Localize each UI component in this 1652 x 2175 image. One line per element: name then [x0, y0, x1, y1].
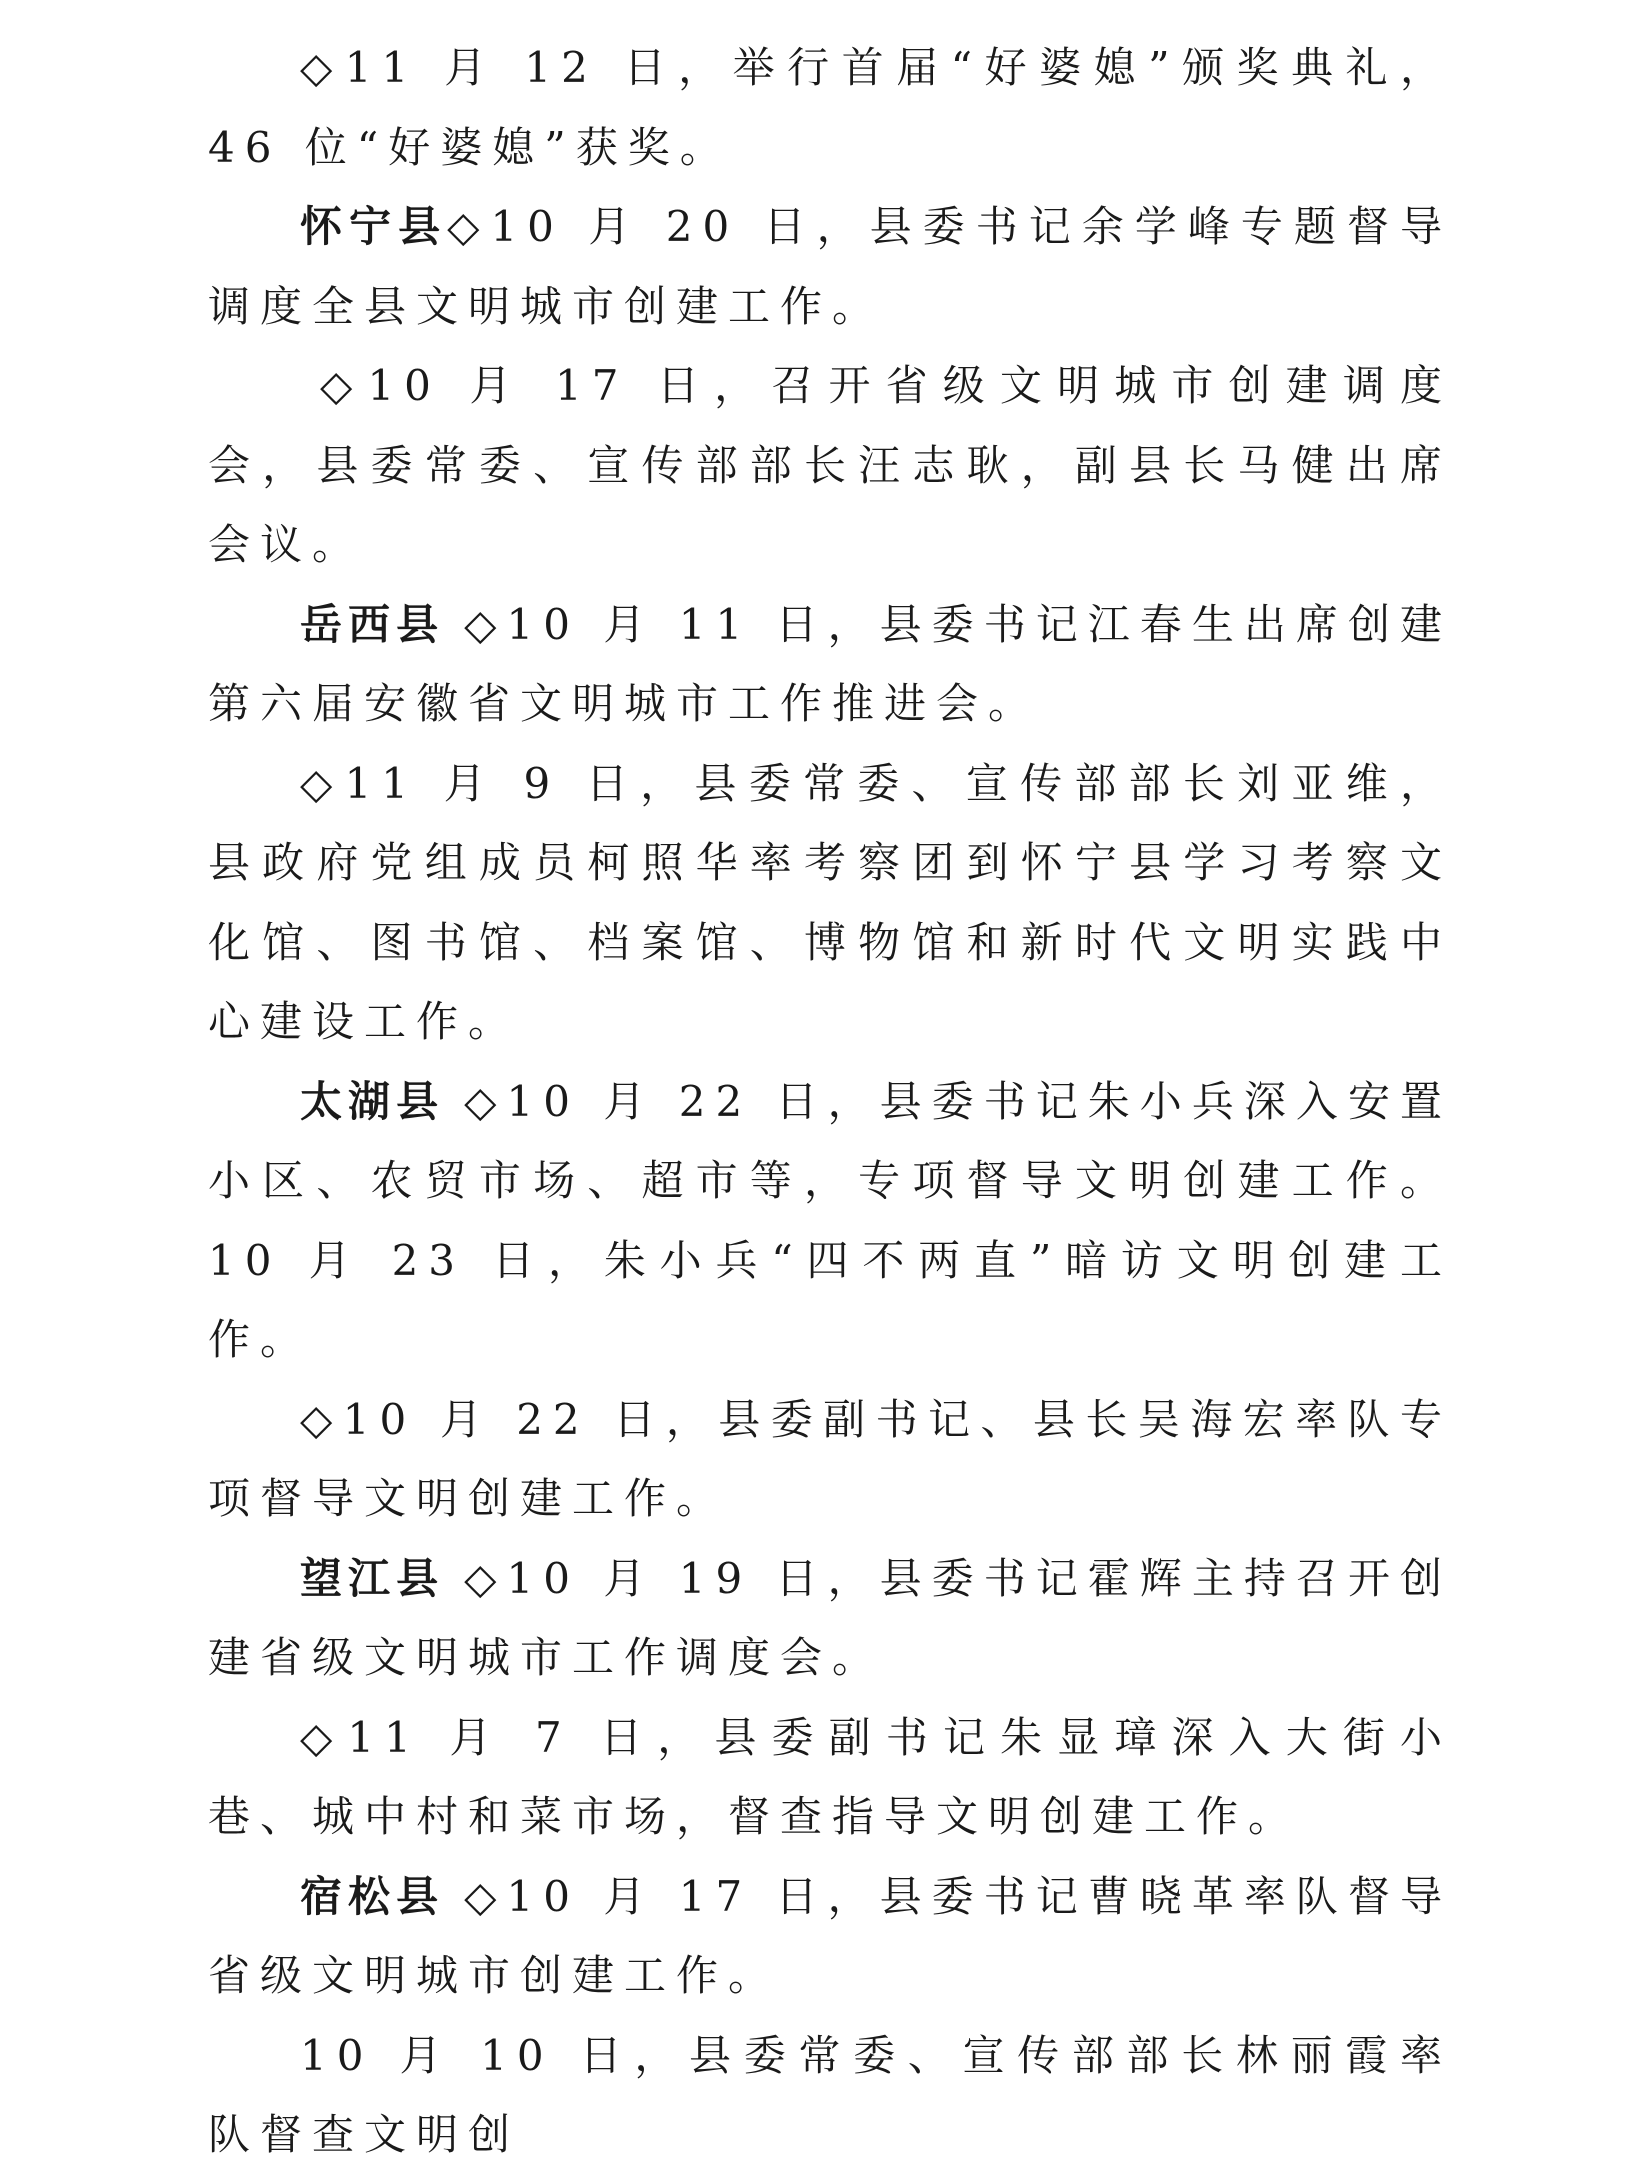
paragraph-text: ◇11 月 9 日，县委常委、宣传部部长刘亚维，县政府党组成员柯照华率考察团到怀宁县学习考察文化馆、图书馆、档案馆、博物馆和新时代文明实践中心建设工作。	[208, 758, 1452, 1046]
paragraph-text: ◇10 月 19 日，县委书记霍辉主持召开创建省级文明城市工作调度会。	[208, 1553, 1452, 1682]
paragraph-text: ◇11 月 12 日，举行首届“好婆媳”颁奖典礼，46 位“好婆媳”获奖。	[208, 43, 1452, 172]
county-name: 宿松县	[300, 1871, 445, 1921]
paragraph	[208, 2016, 1452, 2175]
paragraph-text: ◇10 月 22 日，县委副书记、县长吴海宏率队专项督导文明创建工作。	[208, 1394, 1452, 1523]
paragraph	[208, 1857, 1452, 2016]
paragraph-text: ◇10 月 22 日，县委书记朱小兵深入安置小区、农贸市场、超市等，专项督导文明创建工作。10 月 23 日，朱小兵“四不两直”暗访文明创建工作。	[208, 1076, 1452, 1364]
county-name: 太湖县	[300, 1076, 445, 1126]
paragraph-text: ◇10 月 11 日，县委书记江春生出席创建第六届安徽省文明城市工作推进会。	[208, 599, 1452, 728]
paragraph	[208, 585, 1452, 744]
paragraph	[208, 744, 1452, 1062]
paragraph-text: ◇10 月 17 日，县委书记曹晓革率队督导省级文明城市创建工作。	[208, 1871, 1452, 2000]
paragraph-text: ◇11 月 7 日，县委副书记朱显璋深入大街小巷、城中村和菜市场，督查指导文明创建工作。	[208, 1712, 1452, 1841]
document-body	[208, 28, 1452, 2175]
paragraph-text: ◇10 月 17 日，召开省级文明城市创建调度会，县委常委、宣传部部长汪志耿，副县长马健出席会议。	[208, 361, 1452, 569]
paragraph	[208, 1539, 1452, 1698]
paragraph-text: 10 月 10 日，县委常委、宣传部部长林丽霞率队督查文明创	[208, 2030, 1452, 2159]
county-name: 望江县	[300, 1553, 445, 1603]
paragraph	[208, 1380, 1452, 1539]
county-name: 怀宁县	[300, 202, 448, 251]
paragraph	[208, 1062, 1452, 1380]
county-name: 岳西县	[300, 599, 445, 649]
paragraph	[208, 28, 1452, 187]
paragraph	[208, 346, 1452, 585]
paragraph	[208, 1698, 1452, 1857]
paragraph	[208, 187, 1452, 346]
paragraph-text: ◇10 月 20 日，县委书记余学峰专题督导调度全县文明城市创建工作。	[208, 202, 1452, 331]
